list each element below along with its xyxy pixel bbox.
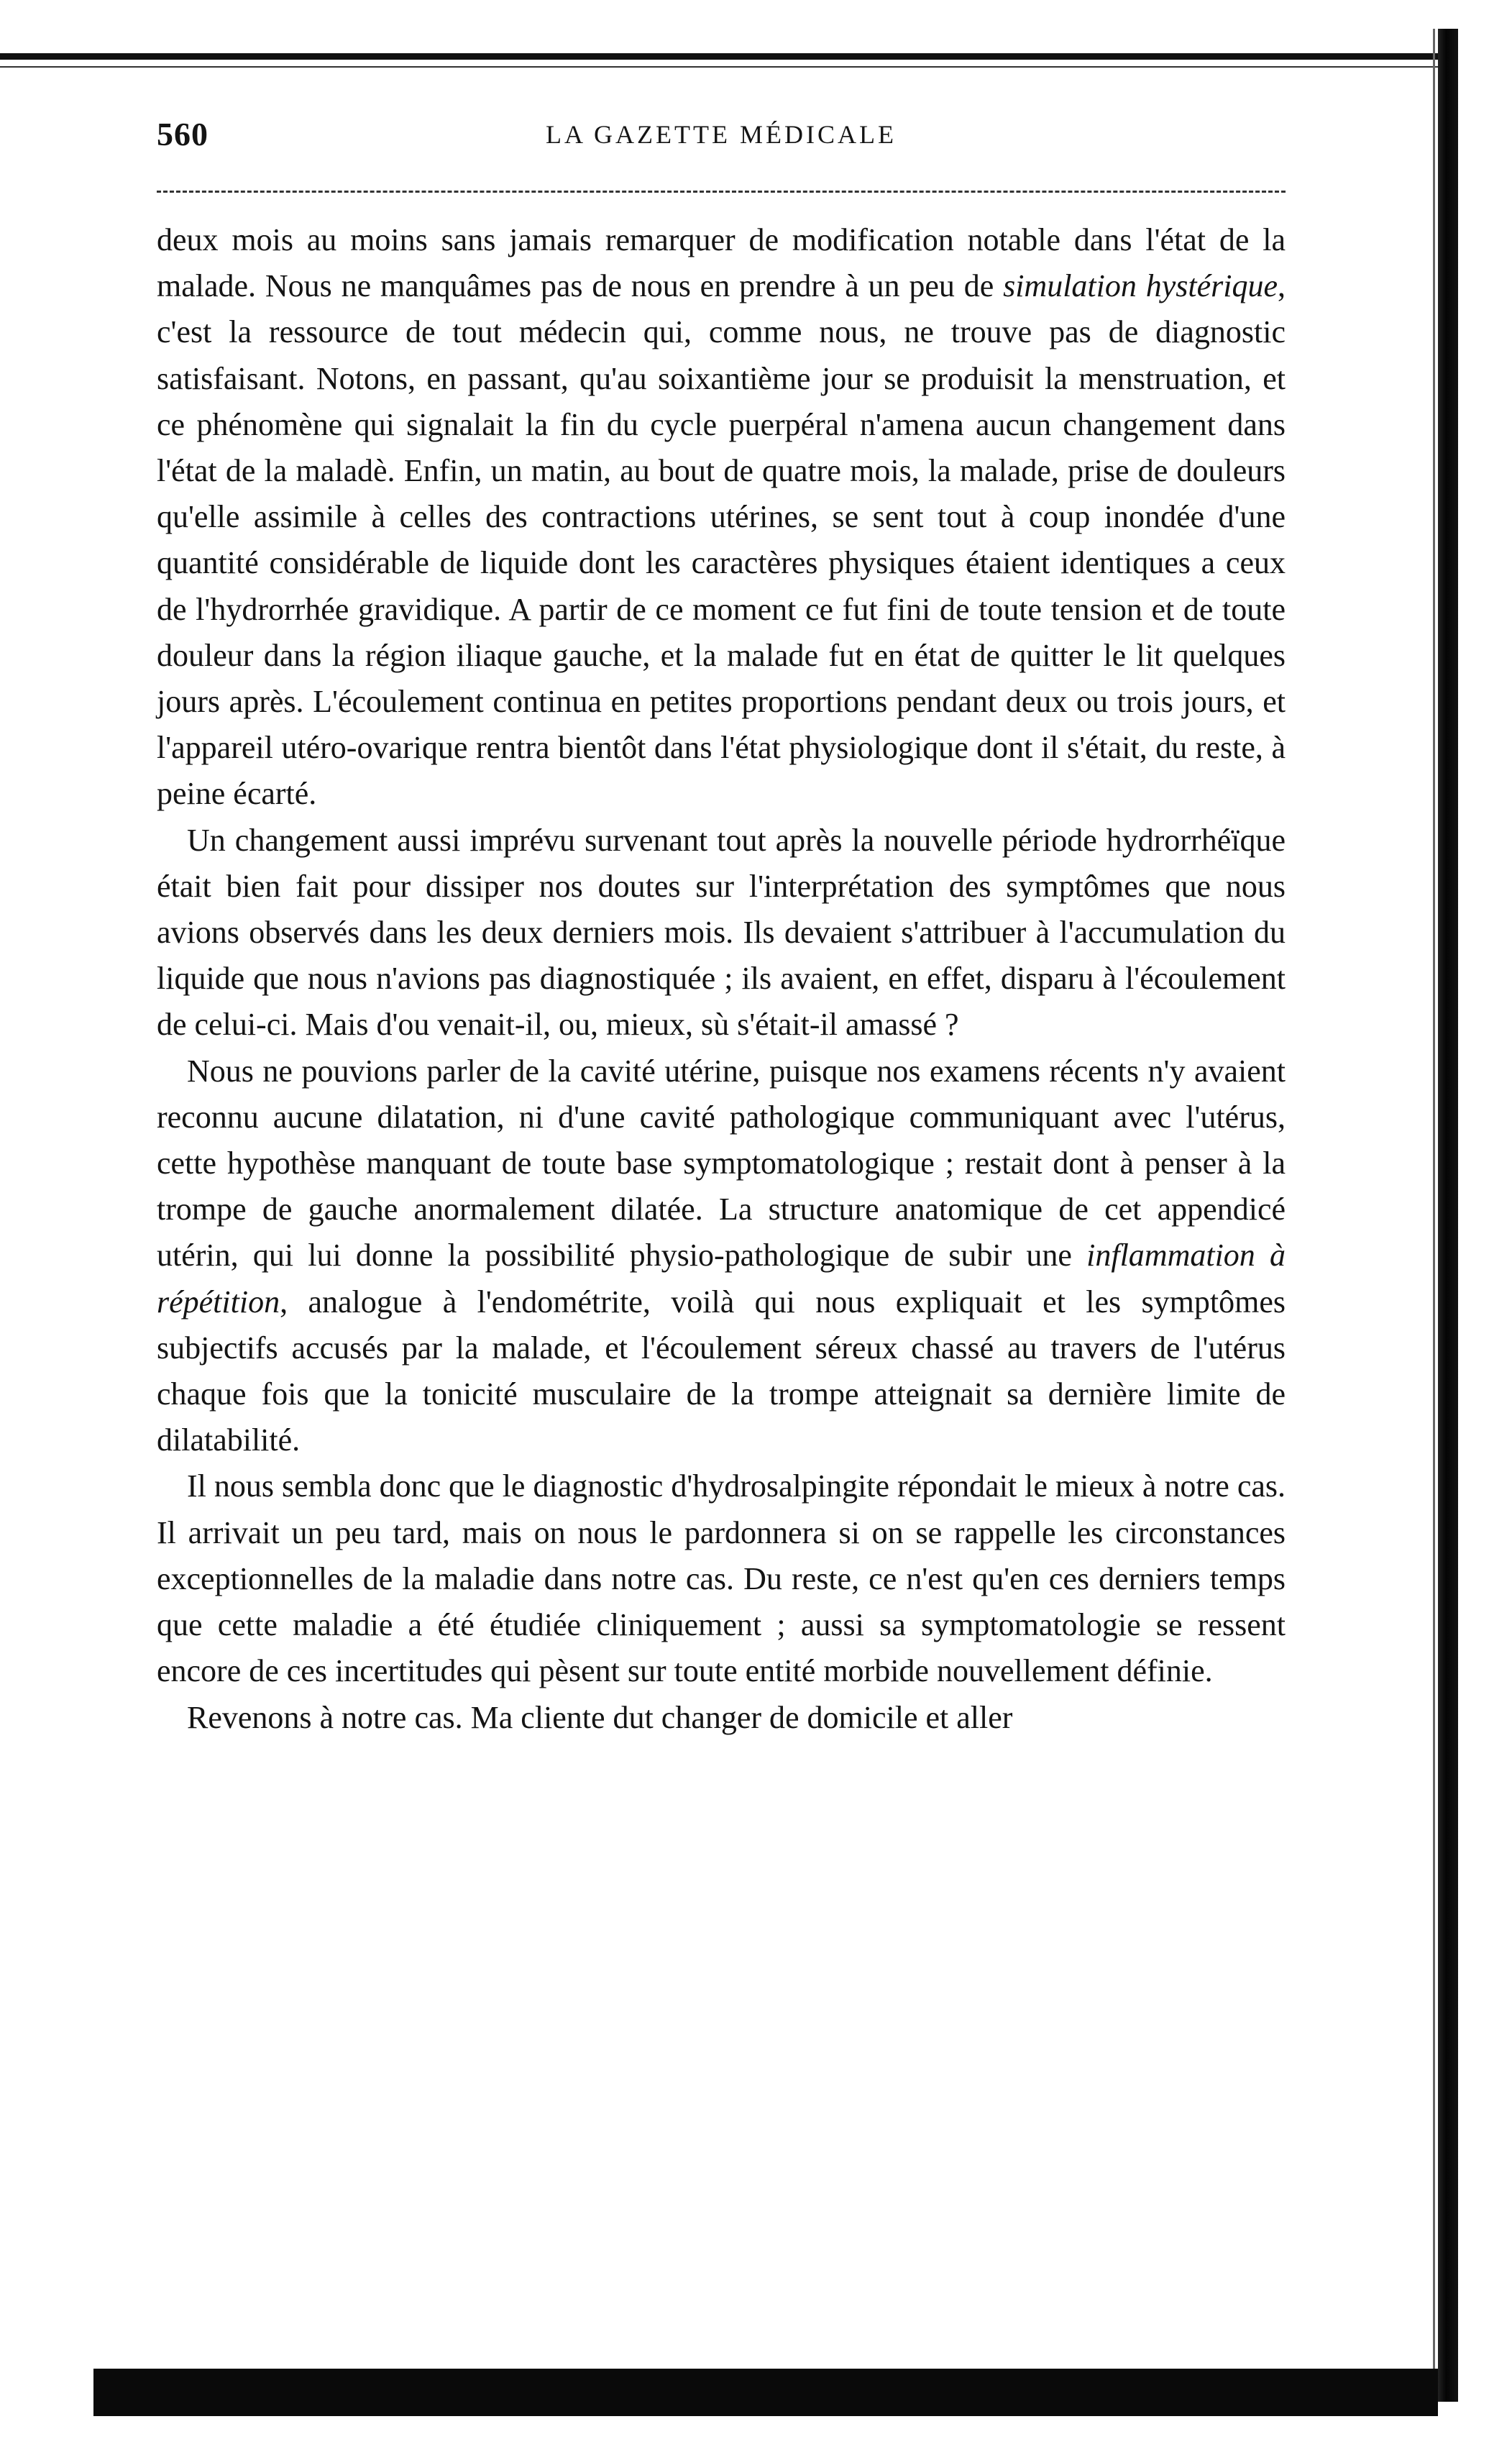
paragraph-1-part-2: , c'est la ressource de tout médecin qui, comme nous, ne trouve pas de diagnostic satisfaisant. Notons, en passant, qu'au soixantième jour se produisit la menstruation, et ce phénomène qui signalait la fin du cycle puerpéral n'amena aucun changement dans l'état de la maladè. Enfin, un matin, au bout de quatre mois, la malade, prise de douleurs qu'elle assimile à celles des contractions utérines, se sent tout à coup inondée d'une quantité considérable de liquide dont les caractères physiques étaient identiques a ceux de l'hydrorrhée gravidique. A partir de ce moment ce fut fini de toute tension et de toute douleur dans la région iliaque gauche, et la malade fut en état de quitter le lit quelques jours après. L'écoulement continua en petites proportions pendant deux ou trois jours, et l'appareil utéro-ovarique rentra bientôt dans l'état physiologique dont il s'était, du reste, à peine écarté. [157,268,1286,812]
paragraph-4: Il nous sembla donc que le diagnostic d'hydrosalpingite répondait le mieux à notre cas. Il arrivait un peu tard, mais on nous le pardonnera si on se rappelle les circonstances exceptionnelles de la maladie dans notre cas. Du reste, ce n'est qu'en ces derniers temps que cette maladie a été étudiée cliniquement ; aussi sa symptomatologie se ressent encore de ces incertitudes qui pèsent sur toute entité morbide nouvellement définie. [157,1468,1286,1689]
paragraph-5: Revenons à notre cas. Ma cliente dut changer de domicile et aller [187,1699,1013,1735]
running-head [157,115,1286,165]
paragraph-1-part-1: deux mois au moins sans jamais remarquer de modification notable dans l'état de la malade. Nous ne manquâmes pas de nous en prendre à un peu de [157,222,1286,304]
scan-top-border-thin [0,66,1438,68]
paragraph-2: Un changement aussi imprévu survenant tout après la nouvelle période hydrorrhéïque était bien fait pour dissiper nos doutes sur l'interprétation des symptômes que nous avions observés dans les deux derniers mois. Ils devaient s'attribuer à l'accumulation du liquide que nous n'avions pas diagnostiquée ; ils avaient, en effet, disparu à l'écoulement de celui-ci. Mais d'ou venait-il, ou, mieux, sù s'était-il amassé ? [157,822,1286,1043]
scan-top-border [0,53,1438,60]
scan-bottom-edge [93,2369,1438,2416]
header-rule [157,191,1286,193]
paragraph-3-italic-phrase: inflammation à répétition [157,1238,1286,1320]
page-number: 560 [157,116,209,152]
paragraph-1-italic-phrase: simulation hystérique [1003,268,1278,304]
scan-right-edge [1438,29,1458,2402]
paragraph-3-part-2: , analogue à l'endométrite, voilà qui nous expliquait et les symptômes subjectifs accusés par la malade, et l'écoulement séreux chassé au travers de l'utérus chaque fois que la tonicité musculaire de la trompe atteignait sa dernière limite de dilatabilité. [157,1284,1286,1458]
article-body [157,217,1286,1741]
paragraph-3 [157,1048,1286,1464]
paragraph-1 [157,217,1286,818]
journal-title: LA GAZETTE MÉDICALE [546,120,897,149]
paragraph-3-part-1: Nous ne pouvions parler de la cavité utérine, puisque nos examens récents n'y avaient reconnu aucune dilatation, ni d'une cavité pathologique communiquant avec l'utérus, cette hypothèse manquant de toute base symptomatologique ; restait dont à penser à la trompe de gauche anormalement dilatée. La structure anatomique de cet appendicé utérin, qui lui donne la possibilité physio-pathologique de subir une [157,1053,1286,1273]
scan-right-edge-line [1433,29,1435,2402]
